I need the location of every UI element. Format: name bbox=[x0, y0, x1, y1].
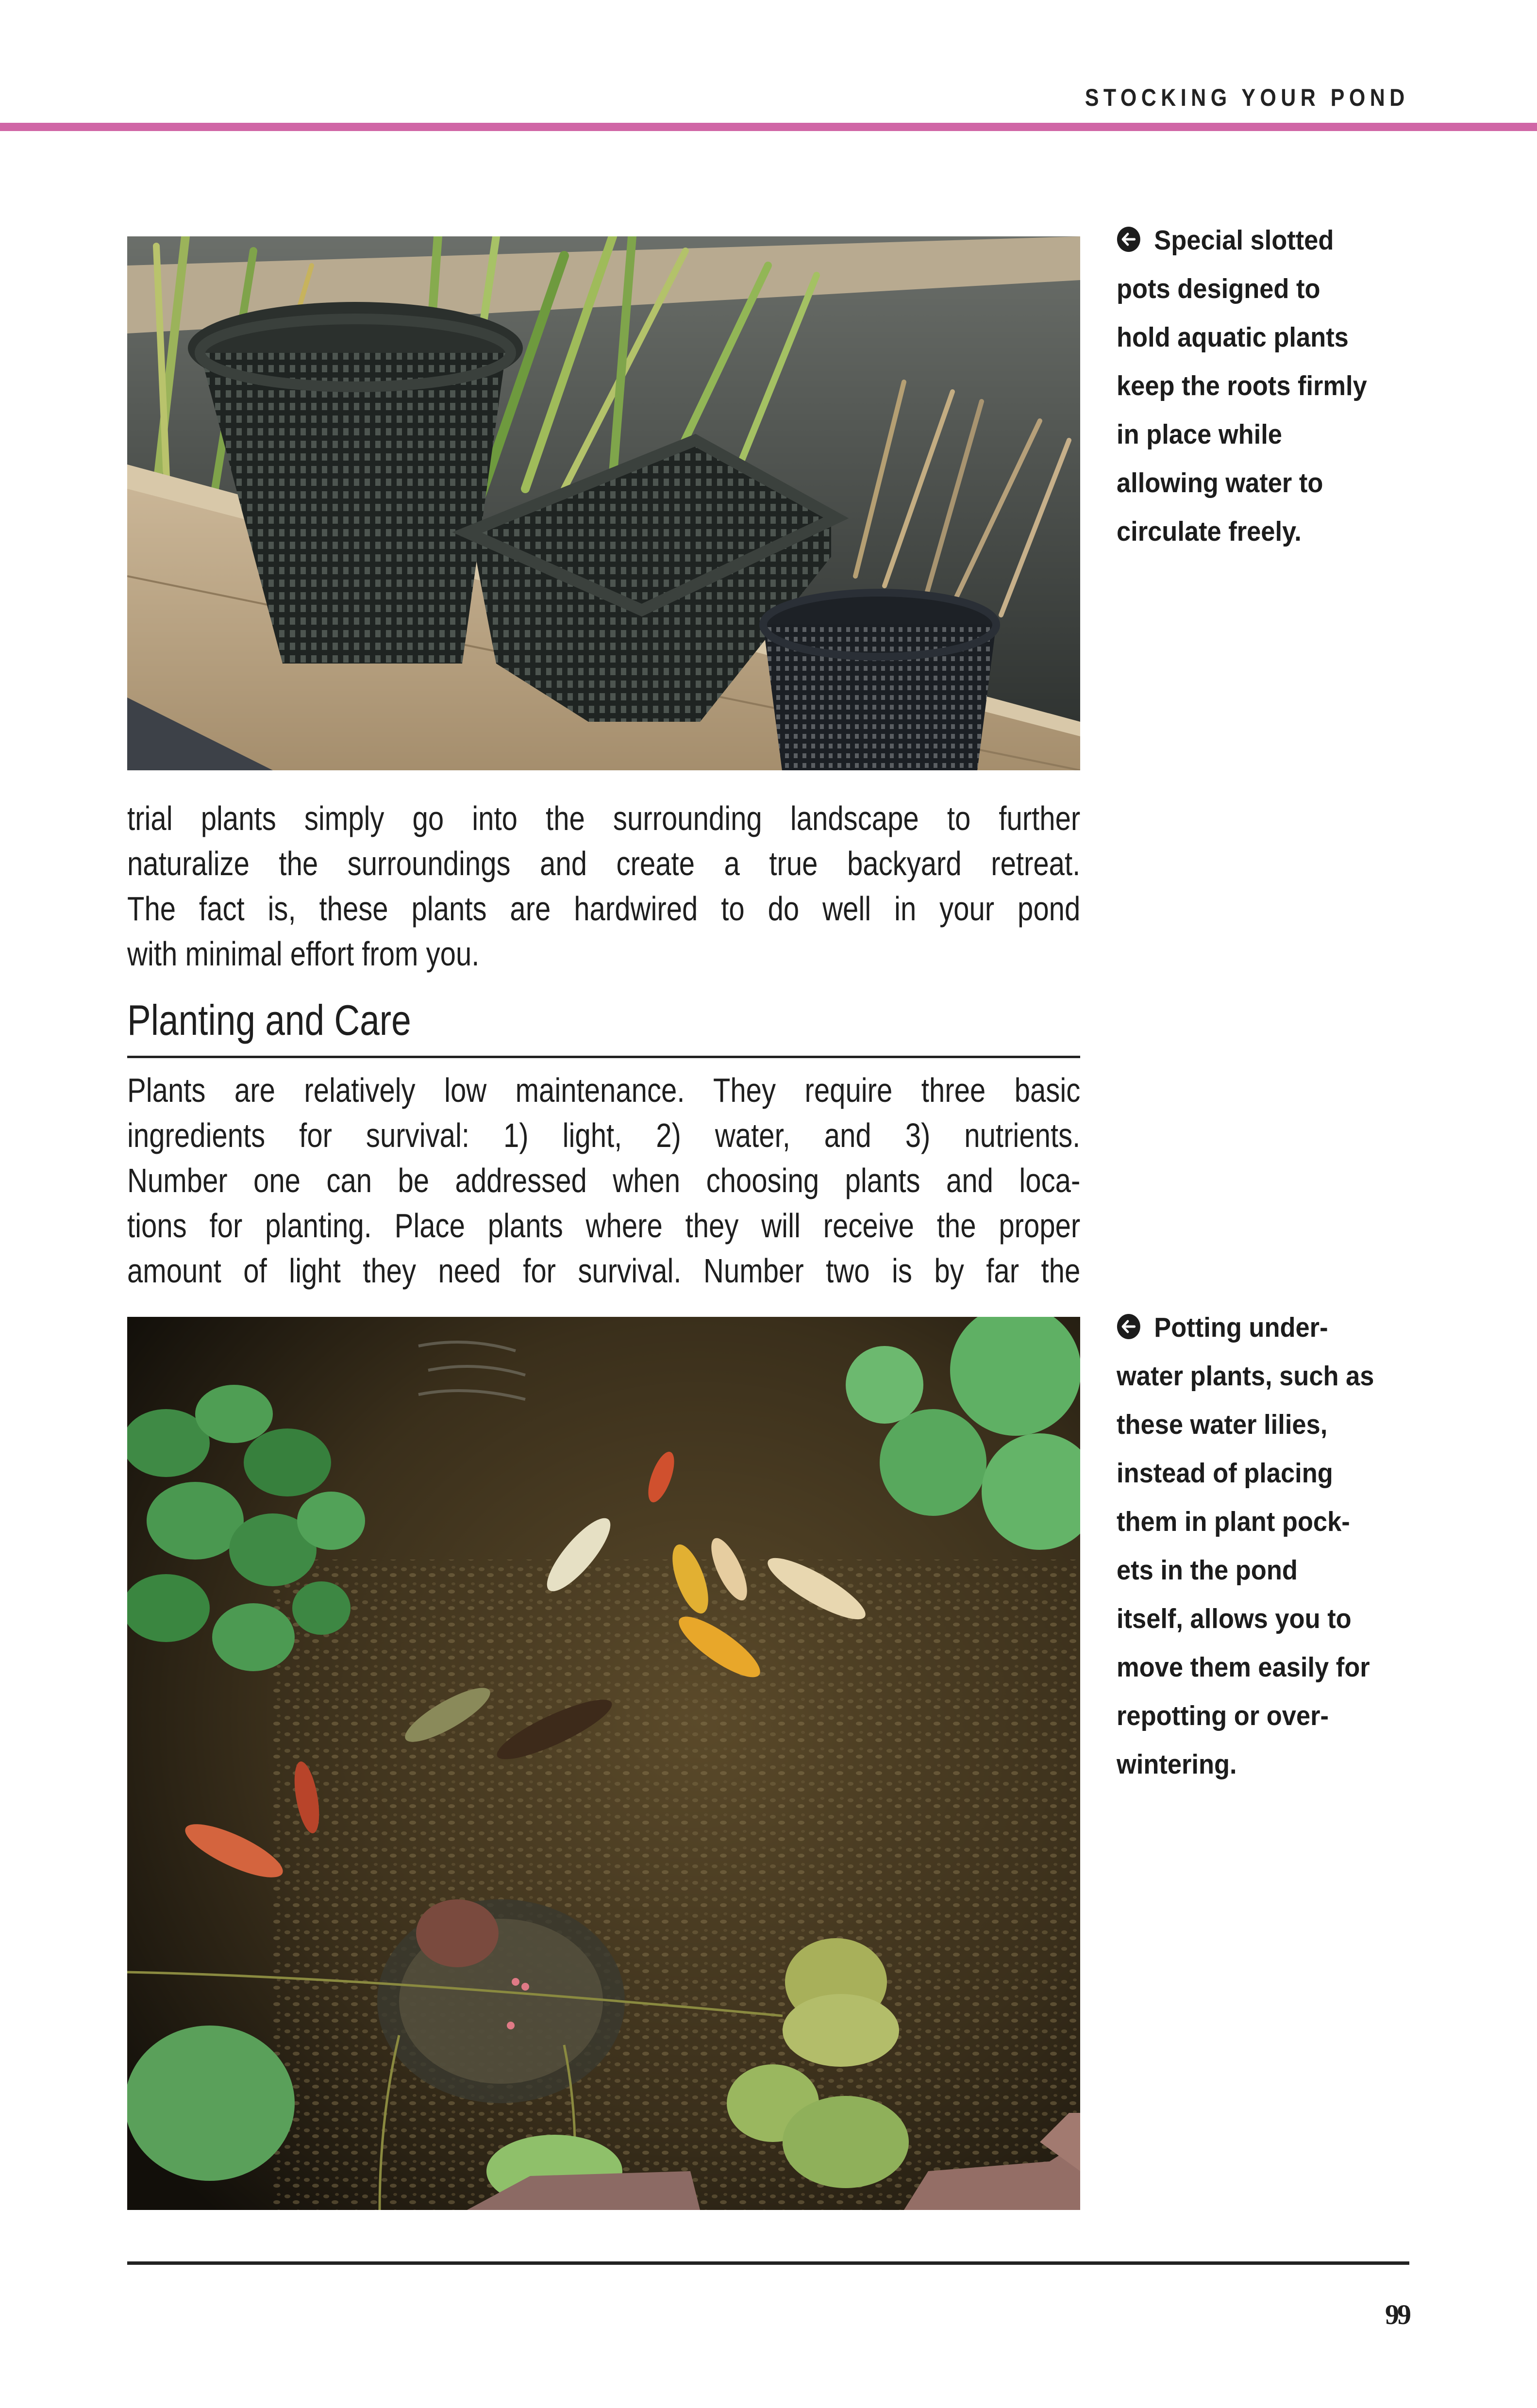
caption-line: them in plant pock- bbox=[1117, 1506, 1350, 1537]
figure-caption-baskets bbox=[1117, 216, 1393, 556]
text-line: The fact is, these plants are hardwired to do well in your pond bbox=[127, 890, 1081, 928]
body-paragraph-2 bbox=[127, 1068, 1080, 1294]
header-accent-rule bbox=[0, 123, 1537, 131]
text-line: Number one can be addressed when choosing plants and loca- bbox=[127, 1162, 1081, 1199]
caption-line: itself, allows you to bbox=[1117, 1603, 1352, 1634]
caption-line: move them easily for bbox=[1117, 1652, 1370, 1683]
arrow-left-circle-icon bbox=[1117, 1313, 1141, 1340]
caption-line: repotting or over- bbox=[1117, 1700, 1329, 1731]
caption-line: circulate freely. bbox=[1117, 516, 1302, 547]
caption-line: in place while bbox=[1117, 419, 1282, 450]
caption-line: hold aquatic plants bbox=[1117, 322, 1349, 353]
footer-rule bbox=[127, 2261, 1409, 2265]
pond-photo-illustration bbox=[127, 1317, 1080, 2210]
caption-line: ets in the pond bbox=[1117, 1555, 1298, 1586]
text-line: Plants are relatively low maintenance. They require three basic bbox=[127, 1071, 1081, 1109]
text-line: naturalize the surroundings and create a true backyard retreat. bbox=[127, 845, 1081, 882]
caption-line: allowing water to bbox=[1117, 467, 1323, 498]
body-paragraph-1 bbox=[127, 796, 1080, 977]
text-line: trial plants simply go into the surrounding landscape to further bbox=[127, 799, 1081, 837]
running-head: STOCKING YOUR POND bbox=[1085, 84, 1409, 111]
text-line: tions for planting. Place plants where they will receive the proper bbox=[127, 1207, 1081, 1245]
baskets-photo-illustration bbox=[127, 236, 1080, 770]
caption-line: water plants, such as bbox=[1117, 1361, 1374, 1392]
section-heading: Planting and Care bbox=[127, 996, 411, 1044]
photo-koi-pond-water-lilies bbox=[127, 1317, 1080, 2210]
photo-aquatic-plant-baskets bbox=[127, 236, 1080, 770]
text-line: amount of light they need for survival. Number two is by far the bbox=[127, 1252, 1081, 1290]
arrow-left-circle-icon bbox=[1117, 226, 1141, 252]
caption-line: Potting under- bbox=[1117, 1303, 1393, 1352]
text-line: with minimal effort from you. bbox=[127, 935, 480, 973]
caption-line: keep the roots firmly bbox=[1117, 370, 1367, 401]
caption-line: these water lilies, bbox=[1117, 1409, 1328, 1440]
figure-caption-pond bbox=[1117, 1303, 1393, 1789]
page-number: 99 bbox=[1385, 2299, 1409, 2330]
caption-line: Special slotted bbox=[1117, 216, 1393, 265]
caption-line: instead of placing bbox=[1117, 1458, 1333, 1489]
text-line: ingredients for survival: 1) light, 2) water, and 3) nutrients. bbox=[127, 1116, 1081, 1154]
caption-line: wintering. bbox=[1117, 1749, 1237, 1780]
caption-line: pots designed to bbox=[1117, 273, 1320, 304]
section-heading-rule bbox=[127, 1056, 1080, 1058]
